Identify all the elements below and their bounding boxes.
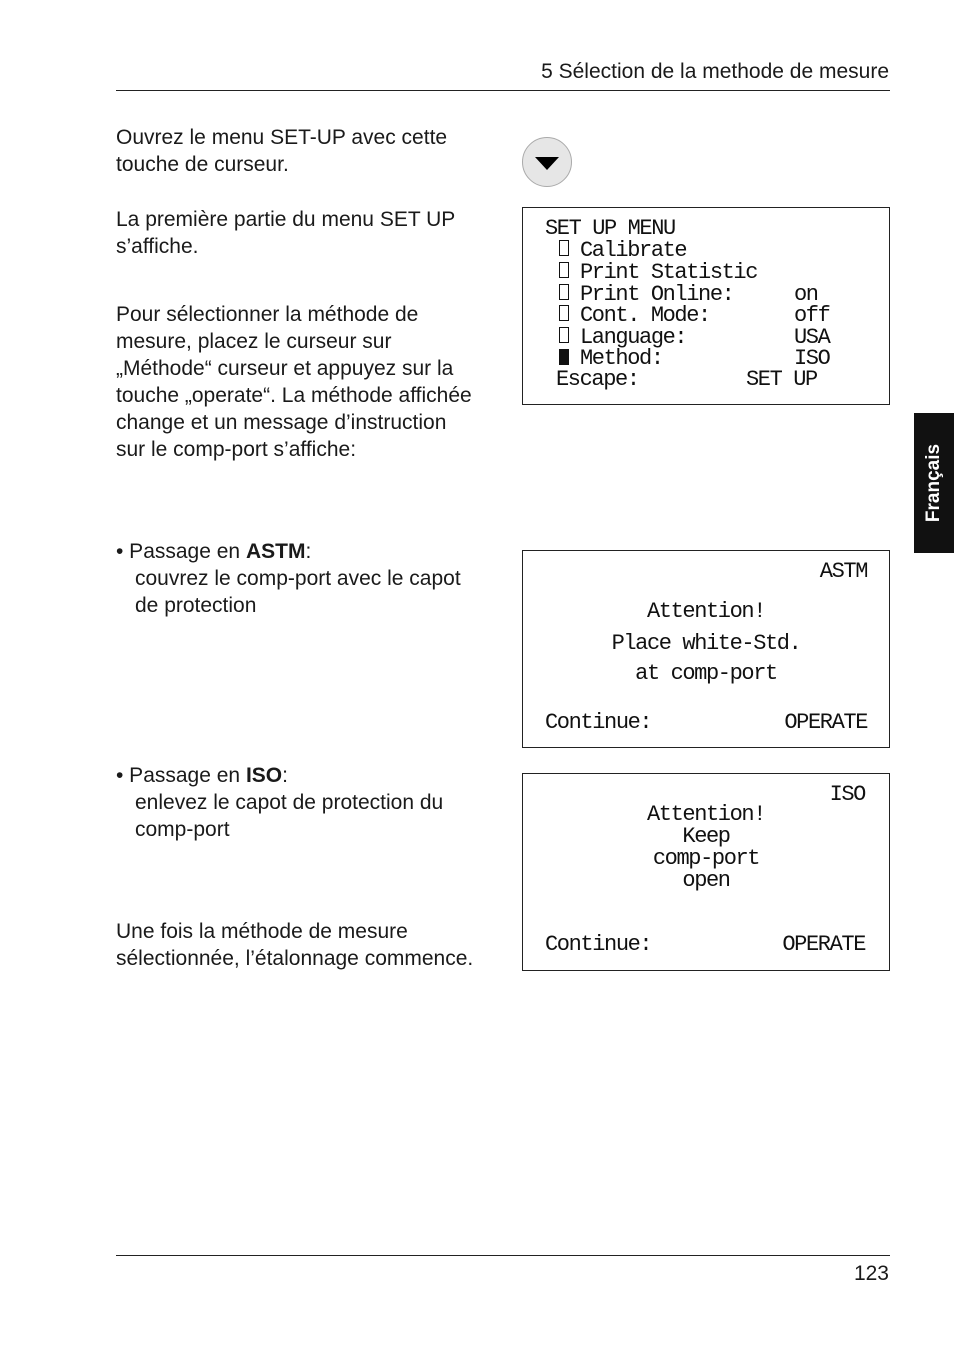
message-line: Place white-Std. xyxy=(611,631,801,656)
menu-item-value: off xyxy=(794,303,830,328)
arrow-down-icon xyxy=(523,138,571,186)
bullet-prefix: • Passage en xyxy=(116,764,246,787)
escape-label: Escape: xyxy=(556,367,639,392)
mode-label: ISO xyxy=(829,782,865,807)
cursor-down-key[interactable] xyxy=(522,137,572,187)
continue-label: Continue: xyxy=(545,932,652,957)
menu-item-value: USA xyxy=(794,325,830,350)
text-line: mesure, placez le curseur sur xyxy=(116,330,392,353)
bullet-suffix: : xyxy=(282,764,288,787)
menu-item-calibrate xyxy=(559,240,569,260)
text-line: de protection xyxy=(135,594,257,617)
unchecked-box-icon xyxy=(559,262,569,278)
setup-menu-screen xyxy=(522,207,890,405)
message-line: Attention! xyxy=(646,599,766,624)
screen-title: SET UP MENU xyxy=(545,216,675,241)
instruction-calibration-starts xyxy=(116,918,516,972)
menu-item-label: Cont. Mode: xyxy=(580,303,710,328)
menu-item-value: ISO xyxy=(794,346,830,371)
message-line: at comp-port xyxy=(635,661,777,686)
iso-screen xyxy=(522,773,890,971)
text-line: comp-port xyxy=(135,818,230,841)
message-line: Keep xyxy=(682,824,730,849)
text-line: Une fois la méthode de mesure xyxy=(116,920,408,943)
instruction-open-menu xyxy=(116,124,516,178)
menu-item-label: Print Statistic xyxy=(580,260,758,285)
language-tab-label: Français xyxy=(923,443,944,523)
menu-item-label: Calibrate xyxy=(580,238,687,263)
menu-item-label: Language: xyxy=(580,325,687,350)
text-line: Ouvrez le menu SET-UP avec cette xyxy=(116,126,448,149)
bullet-astm xyxy=(116,538,516,619)
bullet-prefix: • Passage en xyxy=(116,540,246,563)
bullet-bold: ISO xyxy=(245,764,283,787)
astm-screen xyxy=(522,550,890,748)
text-line: enlevez le capot de protection du xyxy=(135,791,444,814)
text-line: couvrez le comp-port avec le capot xyxy=(135,567,461,590)
header-rule xyxy=(116,90,890,91)
continue-value: OPERATE xyxy=(782,932,865,957)
unchecked-box-icon xyxy=(559,284,569,300)
message-line: open xyxy=(682,868,730,893)
text-line: sélectionnée, l’étalonnage commence. xyxy=(116,947,474,970)
text-line: sur le comp-port s’affiche: xyxy=(116,438,357,461)
bullet-suffix: : xyxy=(305,540,312,563)
message-line: comp-port xyxy=(652,846,760,871)
instruction-menu-shown xyxy=(116,206,516,260)
text-line: Pour sélectionner la méthode de xyxy=(116,303,419,326)
page-number: 123 xyxy=(853,1262,889,1285)
text-line: La première partie du menu SET UP xyxy=(116,208,456,231)
menu-item-label: Method: xyxy=(580,346,663,371)
continue-label: Continue: xyxy=(545,710,652,735)
text-line: s’affiche. xyxy=(116,235,199,258)
text-line: touche de curseur. xyxy=(116,153,289,176)
instruction-select-method xyxy=(116,301,511,463)
selected-cursor-icon xyxy=(559,349,569,365)
text-line: touche „operate“. La méthode affichée xyxy=(116,384,472,407)
running-header: 5 Sélection de la methode de mesure xyxy=(541,60,889,83)
text-line: „Méthode“ curseur et appuyez sur la xyxy=(116,357,454,380)
menu-item-label: Print Online: xyxy=(580,282,734,307)
unchecked-box-icon xyxy=(559,327,569,343)
bullet-bold: ASTM xyxy=(245,540,306,563)
mode-label: ASTM xyxy=(819,559,867,584)
message-line: Attention! xyxy=(646,802,766,827)
unchecked-box-icon xyxy=(559,240,569,256)
text-line: change et un message d’instruction xyxy=(116,411,447,434)
bullet-iso xyxy=(116,762,516,843)
escape-value: SET UP xyxy=(746,367,817,392)
footer-rule xyxy=(116,1255,890,1256)
language-tab xyxy=(914,413,954,553)
continue-value: OPERATE xyxy=(784,710,867,735)
unchecked-box-icon xyxy=(559,305,569,321)
menu-item-value: on xyxy=(794,282,818,307)
